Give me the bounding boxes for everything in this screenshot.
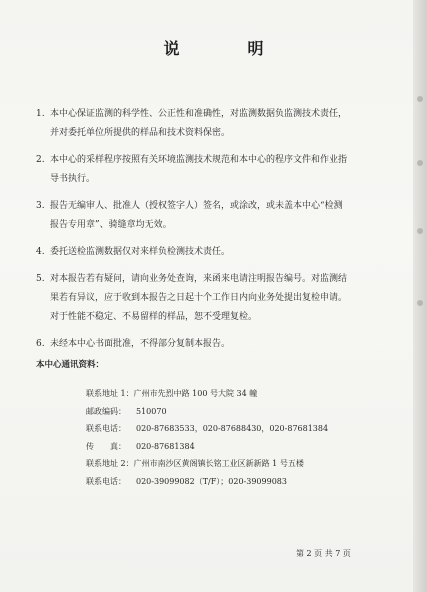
item-text: 果若有异议，应于收到本报告之日起十个工作日内向业务处提出复检申请。 bbox=[50, 293, 348, 303]
item-text: 委托送检监测数据仅对来样负检测技术责任。 bbox=[50, 247, 231, 257]
list-item bbox=[36, 151, 391, 189]
statement-list bbox=[36, 105, 391, 354]
binder-edge bbox=[413, 0, 427, 592]
phone1-value: 020-87683533，020-87688430，020-87681384 bbox=[136, 424, 329, 433]
contact-row bbox=[86, 385, 328, 403]
item-number: 6. bbox=[36, 339, 45, 349]
binder-hole bbox=[417, 160, 423, 166]
item-number: 4. bbox=[36, 247, 45, 257]
fax-value: 020-87681384 bbox=[136, 441, 195, 451]
contact-heading: 本中心通讯资料： bbox=[36, 360, 105, 370]
contact-row bbox=[86, 455, 328, 473]
contact-row bbox=[86, 438, 328, 456]
contact-row bbox=[86, 473, 328, 491]
item-text: 对于性能不稳定、不易留样的样品，恕不受理复检。 bbox=[50, 312, 258, 322]
phone1-label: 联系电话： bbox=[86, 424, 126, 433]
postcode-value: 510070 bbox=[136, 406, 167, 416]
item-text: 未经本中心书面批准，不得部分复制本报告。 bbox=[50, 339, 231, 349]
address2-value: 广州市南沙区黄阁镇长铭工业区新新路 1 号五楼 bbox=[133, 459, 304, 468]
address1-value: 广州市先烈中路 100 号大院 34 幢 bbox=[133, 389, 258, 398]
item-number: 3. bbox=[36, 201, 45, 211]
list-item bbox=[36, 243, 391, 262]
list-item bbox=[36, 105, 391, 143]
item-text: 本中心的采样程序按照有关环境监测技术规范和本中心的程序文件和作业指 bbox=[50, 155, 348, 165]
contact-block bbox=[86, 385, 328, 490]
item-text: 本中心保证监测的科学性、公正性和准确性，对监测数据负监测技术责任， bbox=[50, 109, 348, 119]
item-text: 导书执行。 bbox=[50, 174, 96, 184]
page-title: 说 明 bbox=[163, 39, 290, 58]
list-item bbox=[36, 270, 391, 327]
fax-label: 传 真： bbox=[86, 441, 126, 451]
item-text: 对本报告若有疑问，请向业务处查询，来函来电请注明报告编号。对监测结 bbox=[50, 274, 348, 284]
binder-hole bbox=[417, 228, 423, 234]
address2-label: 联系地址 2： bbox=[86, 459, 134, 468]
item-number: 1. bbox=[36, 109, 45, 119]
item-text: 报告专用章”、骑缝章均无效。 bbox=[50, 220, 172, 230]
phone2-label: 联系电话： bbox=[86, 476, 126, 486]
item-text: 并对委托单位所提供的样品和技术资料保密。 bbox=[50, 128, 231, 138]
contact-row bbox=[86, 403, 328, 421]
postcode-label: 邮政编码： bbox=[86, 406, 126, 416]
binder-hole bbox=[417, 300, 423, 306]
list-item bbox=[36, 335, 391, 354]
item-number: 2. bbox=[36, 155, 45, 165]
phone2-value: 020-39099082（T/F）；020-39099083 bbox=[136, 476, 287, 486]
page-number: 第 2 页 共 7 页 bbox=[296, 549, 351, 558]
contact-row bbox=[86, 420, 328, 438]
item-number: 5. bbox=[36, 274, 45, 284]
address1-label: 联系地址 1： bbox=[86, 389, 134, 398]
binder-hole bbox=[417, 96, 423, 102]
item-text: 报告无编审人、批准人（授权签字人）签名，或涂改，或未盖本中心“检测 bbox=[50, 201, 343, 211]
list-item bbox=[36, 197, 391, 235]
